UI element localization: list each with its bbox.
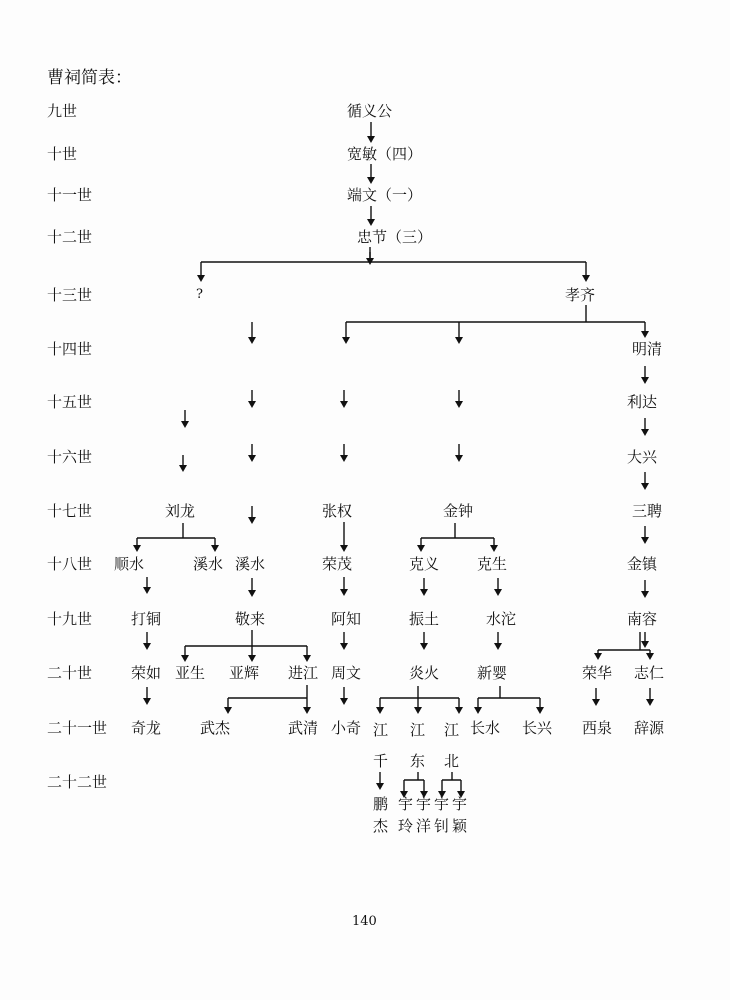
person-yuzhao	[434, 793, 450, 837]
person-kuanmin: 宽敏（四）	[347, 145, 423, 163]
person-wuqing: 武清	[288, 719, 319, 737]
generation-label-19: 十九世	[47, 610, 93, 628]
person-unknown: ?	[196, 287, 203, 302]
person-jiangbei	[444, 715, 460, 777]
person-yuying	[452, 793, 468, 837]
person-jiangqian	[373, 715, 389, 777]
arrow-head-95	[340, 589, 348, 596]
person-nanrong: 南容	[627, 610, 658, 628]
arrow-head-33	[179, 465, 187, 472]
person-pengjie	[373, 793, 389, 837]
arrow-head-113	[494, 643, 502, 650]
person-xunyigong: 循义公	[347, 102, 393, 120]
arrow-head-57	[594, 653, 602, 660]
person-yasheng: 亚生	[175, 664, 206, 682]
person-duanwen: 端文（一）	[347, 186, 423, 204]
person-yanhuo: 炎火	[409, 664, 440, 682]
arrow-head-49	[641, 537, 649, 544]
person-datong: 打铜	[131, 610, 162, 628]
arrow-head-3	[367, 177, 375, 184]
person-jiangbei-text: 江北	[444, 721, 460, 770]
person-lida: 利达	[627, 393, 658, 411]
arrow-head-125	[474, 707, 482, 714]
person-yuyang-text: 宇洋	[416, 795, 432, 835]
person-qilong: 奇龙	[131, 719, 162, 737]
arrow-head-89	[224, 707, 232, 714]
arrow-head-45	[641, 429, 649, 436]
person-jinjiang: 进江	[288, 664, 319, 682]
arrow-head-127	[536, 707, 544, 714]
arrow-head-129	[376, 783, 384, 790]
arrow-head-71	[143, 587, 151, 594]
person-pengjie-text: 鹏杰	[373, 795, 389, 835]
person-rongru: 荣如	[131, 664, 162, 682]
arrow-head-109	[494, 589, 502, 596]
arrow-head-117	[376, 707, 384, 714]
arrow-head-29	[248, 517, 256, 524]
person-xishui-2: 溪水	[235, 555, 266, 573]
person-azhi: 阿知	[331, 610, 362, 628]
person-changshui: 长水	[470, 719, 501, 737]
person-shunshui: 顺水	[114, 555, 145, 573]
person-xiaoqi: 孝齐	[565, 286, 596, 304]
person-ronghua: 荣华	[582, 664, 613, 682]
arrow-head-27	[248, 455, 256, 462]
person-yuzhao-text: 宇钊	[434, 795, 450, 835]
generation-label-20: 二十世	[47, 664, 93, 682]
arrow-head-77	[248, 590, 256, 597]
arrow-head-51	[641, 591, 649, 598]
person-yuyang	[416, 793, 432, 837]
page-number: 140	[352, 914, 377, 929]
arrow-head-99	[340, 698, 348, 705]
arrow-head-47	[641, 483, 649, 490]
generation-label-13: 十三世	[47, 286, 93, 304]
person-shuituo: 水沱	[486, 610, 517, 628]
arrow-head-97	[340, 643, 348, 650]
person-jiangdong-text: 江东	[410, 721, 426, 770]
document-title: 曹祠简表：	[47, 68, 132, 88]
person-mingqing: 明清	[632, 340, 663, 358]
generation-label-12: 十二世	[47, 228, 93, 246]
person-xiquan: 西泉	[582, 719, 613, 737]
arrow-head-73	[143, 643, 151, 650]
arrow-head-121	[455, 707, 463, 714]
person-changxing: 长兴	[522, 719, 553, 737]
person-jiangdong	[410, 715, 426, 777]
arrow-head-43	[641, 377, 649, 384]
arrow-head-5	[367, 219, 375, 226]
arrow-head-41	[455, 455, 463, 462]
person-jiangqian-text: 江千	[373, 721, 389, 770]
arrow-head-21	[641, 331, 649, 338]
arrow-head-93	[340, 545, 348, 552]
generation-label-17: 十七世	[47, 502, 93, 520]
arrow-head-105	[490, 545, 498, 552]
arrow-head-19	[455, 337, 463, 344]
person-zhiren: 志仁	[634, 664, 665, 682]
arrow-head-67	[133, 545, 141, 552]
arrow-head-9	[197, 275, 205, 282]
person-yahui: 亚辉	[229, 664, 260, 682]
generation-label-9: 九世	[47, 102, 78, 120]
person-daxing: 大兴	[627, 448, 658, 466]
generation-label-10: 十世	[47, 145, 78, 163]
arrow-head-35	[340, 401, 348, 408]
person-xiaoqi-2: 小奇	[331, 719, 362, 737]
person-xinying: 新婴	[477, 664, 508, 682]
person-kesheng: 克生	[477, 555, 508, 573]
arrow-head-111	[420, 643, 428, 650]
arrow-head-1	[367, 136, 375, 143]
person-zhangquan: 张权	[322, 502, 353, 520]
person-sanpin: 三聘	[632, 502, 663, 520]
person-keyi: 克义	[409, 555, 440, 573]
arrow-head-85	[303, 655, 311, 662]
person-jinzhong: 金钟	[443, 502, 474, 520]
generation-label-14: 十四世	[47, 340, 93, 358]
arrow-head-59	[646, 653, 654, 660]
arrow-head-25	[248, 401, 256, 408]
person-xishui-1: 溪水	[193, 555, 224, 573]
generation-label-15: 十五世	[47, 393, 93, 411]
arrow-head-39	[455, 401, 463, 408]
arrow-head-37	[340, 455, 348, 462]
person-ciyuan: 辞源	[634, 719, 665, 737]
generation-label-16: 十六世	[47, 448, 93, 466]
arrow-head-17	[342, 337, 350, 344]
arrow-head-61	[592, 699, 600, 706]
arrow-head-53	[641, 641, 649, 648]
person-liulong: 刘龙	[165, 502, 196, 520]
arrow-head-11	[582, 275, 590, 282]
arrow-head-103	[417, 545, 425, 552]
person-yuling	[398, 793, 414, 837]
person-wujie: 武杰	[200, 719, 231, 737]
arrow-head-91	[303, 707, 311, 714]
generation-label-11: 十一世	[47, 186, 93, 204]
arrow-head-75	[143, 698, 151, 705]
person-zhouwen: 周文	[331, 664, 362, 682]
person-jinglai: 敬来	[235, 610, 266, 628]
generation-label-22: 二十二世	[47, 773, 108, 791]
arrow-head-23	[248, 337, 256, 344]
arrow-head-119	[414, 707, 422, 714]
arrow-head-63	[646, 699, 654, 706]
person-jinzhen: 金镇	[627, 555, 658, 573]
person-zhentu: 振土	[409, 610, 440, 628]
person-zhongjie: 忠节（三）	[357, 228, 433, 246]
arrow-head-69	[211, 545, 219, 552]
arrow-head-31	[181, 421, 189, 428]
arrow-head-83	[248, 655, 256, 662]
arrow-head-81	[181, 655, 189, 662]
person-rongmao: 荣茂	[322, 555, 353, 573]
generation-label-18: 十八世	[47, 555, 93, 573]
generation-label-21: 二十一世	[47, 719, 108, 737]
arrow-head-107	[420, 589, 428, 596]
person-yuling-text: 宇玲	[398, 795, 414, 835]
person-yuying-text: 宇颖	[452, 795, 468, 835]
